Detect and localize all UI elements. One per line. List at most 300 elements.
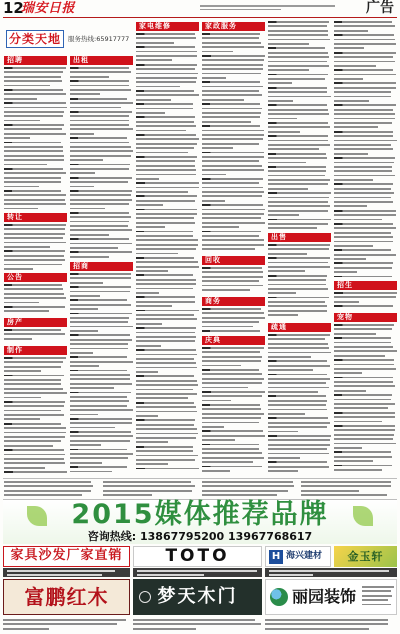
text-line [136, 463, 168, 465]
text-line [136, 103, 193, 105]
address-text-line-group [133, 619, 262, 630]
classifieds-title: 分类天地 [6, 30, 64, 48]
text-line [334, 188, 391, 190]
text-line [334, 74, 396, 76]
classified-ad [202, 231, 265, 250]
text-line [70, 133, 94, 135]
text-line [70, 383, 132, 385]
text-line [334, 276, 392, 278]
classified-ad [136, 103, 199, 114]
text-line [4, 284, 62, 286]
text-line [268, 188, 308, 190]
ads-block [334, 292, 397, 312]
section-header-business: 商务 [202, 297, 265, 306]
text-line [70, 422, 132, 424]
classified-ad [334, 465, 397, 471]
text-line [268, 334, 330, 336]
classified-ad [334, 337, 397, 356]
text-line [202, 244, 264, 246]
text-line [136, 152, 188, 154]
text-line [202, 430, 263, 432]
lost-notice [202, 481, 296, 498]
text-line [103, 494, 152, 496]
text-line [268, 439, 330, 441]
text-line [268, 343, 328, 345]
text-line [268, 338, 325, 340]
text-line [334, 104, 396, 106]
text-line [4, 159, 64, 161]
text-line [268, 56, 329, 58]
ads-block [268, 244, 331, 322]
text-line [268, 374, 327, 376]
text-line [202, 112, 261, 114]
text-line [362, 590, 391, 592]
text-line [268, 365, 330, 367]
text-line [202, 81, 260, 83]
section-header-recruit: 招聘 [4, 56, 67, 65]
ads-block [70, 273, 133, 476]
text-line [136, 235, 193, 237]
text-line [4, 133, 66, 135]
text-line [4, 471, 67, 473]
text-line [268, 305, 327, 307]
text-line [136, 55, 197, 57]
text-line [268, 360, 327, 362]
text-line [202, 138, 263, 140]
text-line [70, 128, 133, 130]
text-line [268, 310, 327, 312]
text-line [136, 222, 195, 224]
text-line [202, 387, 248, 389]
text-line [4, 242, 66, 244]
classified-ad [136, 90, 199, 101]
text-line [4, 259, 65, 261]
section-label: 广告 [366, 0, 394, 16]
text-line [70, 238, 129, 240]
text-line [70, 251, 132, 253]
classifieds-column-2 [70, 55, 133, 476]
classified-ad [268, 153, 331, 164]
toto-ad: TOTO [133, 546, 262, 567]
text-line [70, 243, 132, 245]
text-line [334, 416, 395, 418]
text-line [202, 426, 224, 428]
text-line [70, 247, 118, 249]
text-line [202, 125, 260, 127]
classified-ad [70, 80, 133, 95]
text-line [334, 236, 393, 238]
text-line [202, 191, 264, 193]
ads-block [268, 21, 331, 232]
text-line [136, 116, 195, 118]
text-line [268, 25, 327, 27]
text-line [334, 82, 396, 84]
text-line [136, 371, 158, 373]
classified-ad [136, 468, 199, 470]
text-line [136, 178, 159, 180]
address-text-line-group [7, 570, 126, 576]
text-line [202, 59, 264, 61]
text-line [70, 142, 129, 144]
text-line [136, 367, 197, 369]
ads-block [202, 308, 265, 335]
fupeng-ad: 富鹏红木 [3, 579, 130, 615]
text-line [334, 153, 368, 155]
text-line [268, 448, 327, 450]
text-line [136, 358, 194, 360]
text-line [4, 89, 63, 91]
classified-ad [70, 212, 133, 236]
text-line [136, 274, 193, 276]
ads-block [202, 347, 265, 476]
text-line [268, 91, 327, 93]
brand-banner [3, 500, 397, 544]
masthead: 瑞安日报 [21, 1, 76, 16]
text-line [136, 174, 196, 176]
text-line [334, 135, 393, 137]
text-line [334, 434, 394, 436]
classified-ad [70, 177, 133, 188]
text-line [202, 46, 264, 48]
text-line [136, 147, 194, 149]
text-line [136, 64, 197, 66]
text-line [334, 47, 364, 49]
text-line [70, 457, 128, 459]
text-line [4, 264, 62, 266]
text-line [136, 182, 199, 184]
text-line [202, 33, 260, 35]
text-line [268, 453, 329, 455]
text-line [334, 109, 393, 111]
text-line [4, 329, 61, 331]
text-line [136, 380, 197, 382]
text-line [70, 343, 128, 345]
text-line [70, 168, 129, 170]
text-line [136, 406, 196, 408]
text-line [268, 175, 325, 177]
ads-block [4, 329, 67, 345]
text-line [202, 174, 226, 176]
text-line [70, 216, 131, 218]
text-line [334, 342, 391, 344]
text-line [202, 37, 259, 39]
text-line [202, 152, 264, 154]
text-line [334, 126, 378, 128]
text-line [268, 417, 328, 419]
text-line [334, 205, 367, 207]
text-line [70, 435, 133, 437]
text-line [4, 186, 39, 188]
classified-ad [268, 122, 331, 133]
text-line [4, 115, 63, 117]
classified-ad [70, 356, 133, 367]
classified-ad [202, 103, 265, 122]
classified-ad [4, 124, 67, 139]
text-line [136, 169, 196, 171]
text-line [136, 270, 168, 272]
classified-ad [70, 164, 133, 175]
text-line [268, 422, 330, 424]
text-line [362, 604, 391, 606]
text-line [268, 466, 329, 468]
text-line [70, 186, 94, 188]
text-line [3, 619, 126, 621]
classified-ad [334, 451, 397, 462]
text-line [4, 302, 39, 304]
text-line [334, 210, 396, 212]
text-line [268, 34, 328, 36]
text-line [202, 326, 253, 328]
text-line [70, 462, 102, 464]
text-line [268, 279, 326, 281]
text-line [268, 140, 328, 142]
section-header-transfer: 转让 [4, 213, 67, 222]
text-line [136, 332, 195, 334]
text-line [70, 299, 127, 301]
classified-ad [334, 262, 397, 273]
text-line [202, 448, 259, 450]
section-header-for-sale: 出售 [268, 233, 331, 242]
text-line [136, 125, 196, 127]
text-line [70, 348, 128, 350]
text-line [268, 288, 328, 290]
text-line [334, 271, 357, 273]
text-line [334, 223, 393, 225]
text-line [268, 253, 307, 255]
text-line [4, 306, 65, 308]
classified-ad [136, 209, 199, 228]
text-line [202, 239, 264, 241]
text-line [4, 98, 37, 100]
classified-ad [136, 116, 199, 131]
text-line [136, 165, 195, 167]
text-line [334, 249, 391, 251]
classified-ad [136, 64, 199, 88]
text-line [70, 80, 129, 82]
text-line [202, 169, 264, 171]
text-line [4, 401, 65, 403]
text-line [334, 25, 395, 27]
text-line [4, 71, 63, 73]
classified-ad [334, 359, 397, 374]
classified-ad [4, 306, 67, 312]
text-line [334, 162, 394, 164]
text-line [202, 68, 263, 70]
text-line [268, 52, 328, 54]
text-line [334, 385, 395, 387]
text-line [334, 381, 393, 383]
text-line [70, 471, 112, 473]
text-line [136, 81, 196, 83]
text-line [136, 51, 197, 53]
ad-text-line-group [362, 604, 394, 606]
classified-ad [4, 190, 67, 209]
text-line [268, 369, 313, 371]
text-line [334, 122, 392, 124]
text-line [4, 436, 65, 438]
text-line [334, 232, 391, 234]
text-line [202, 435, 265, 437]
text-line [301, 481, 391, 483]
text-line [70, 414, 98, 416]
text-line [268, 387, 329, 389]
text-line [136, 244, 198, 246]
text-line [362, 586, 394, 588]
classified-ad [4, 89, 67, 100]
text-line [268, 400, 327, 402]
text-line [202, 90, 259, 92]
text-line [268, 431, 298, 433]
text-line [202, 213, 264, 215]
text-line [70, 365, 99, 367]
ads-block [70, 67, 133, 261]
text-line [70, 203, 129, 205]
text-line [334, 219, 382, 221]
text-line [136, 327, 196, 329]
text-line [202, 160, 259, 162]
ads-block [4, 357, 67, 476]
mengtian-name: 梦天木门 [157, 586, 238, 607]
text-line [334, 267, 392, 269]
classified-ad [268, 334, 331, 358]
text-line [334, 166, 392, 168]
text-line [268, 30, 328, 32]
text-line [136, 349, 196, 351]
text-line [268, 148, 319, 150]
text-line [202, 391, 265, 393]
text-line [202, 413, 264, 415]
section-header-enrollment: 招生 [334, 281, 397, 290]
text-line [137, 570, 257, 572]
text-line [268, 166, 326, 168]
text-line [268, 262, 328, 264]
text-line [268, 413, 305, 415]
text-line [136, 310, 199, 312]
text-line [136, 340, 195, 342]
text-line [334, 96, 391, 98]
text-line [136, 204, 163, 206]
text-line [4, 418, 40, 420]
haixing-logo-icon: H [269, 550, 283, 564]
classified-ad [136, 156, 199, 180]
classified-ad [334, 21, 397, 32]
text-line [70, 89, 131, 91]
classified-ad [268, 192, 331, 216]
section-header-investment: 招商 [70, 262, 133, 271]
text-line [4, 366, 61, 368]
text-line [70, 225, 128, 227]
text-line [268, 214, 299, 216]
classified-ad [334, 69, 397, 80]
text-line [70, 172, 95, 174]
text-line [4, 310, 49, 312]
text-line [70, 234, 109, 236]
text-line [70, 115, 129, 117]
text-line [70, 313, 132, 315]
classifieds-column-5 [268, 21, 331, 476]
text-line [136, 279, 196, 281]
classifieds-hotline: 服务热线:65917777 [68, 35, 130, 43]
classified-ad [268, 395, 331, 414]
text-line [136, 397, 188, 399]
liyuan-address [265, 617, 397, 631]
text-line [334, 179, 373, 181]
text-line [4, 462, 65, 464]
text-line [202, 365, 241, 367]
text-line [4, 85, 50, 87]
classified-ad [136, 182, 199, 193]
classified-ad [334, 305, 397, 307]
text-line [136, 37, 196, 39]
classified-ad [70, 251, 133, 257]
haixing-ad [265, 546, 331, 567]
text-line [334, 241, 393, 243]
header-rule [3, 17, 397, 18]
classified-ad [202, 430, 265, 441]
dateline-text [200, 9, 281, 11]
text-line [136, 362, 196, 364]
text-line [4, 233, 65, 235]
text-line [70, 409, 133, 411]
text-line [334, 355, 385, 357]
text-line [268, 378, 330, 380]
text-line [202, 444, 259, 446]
text-line [4, 150, 63, 152]
text-line [268, 118, 297, 120]
classified-ad [136, 296, 199, 307]
classified-ad [70, 370, 133, 389]
classified-ad [334, 104, 397, 128]
text-line [4, 445, 53, 447]
text-line [70, 155, 131, 157]
text-line [3, 623, 117, 625]
text-line [70, 374, 130, 376]
text-line [202, 226, 239, 228]
text-line [136, 257, 194, 259]
text-line [136, 209, 197, 211]
text-line [137, 574, 204, 576]
text-line [268, 314, 298, 316]
classified-ad [70, 238, 133, 249]
text-line [70, 67, 129, 69]
text-line [4, 203, 66, 205]
text-line [202, 347, 264, 349]
section-header-production: 制作 [4, 346, 67, 355]
text-line [268, 21, 329, 23]
text-line [136, 248, 196, 250]
text-line [202, 130, 264, 132]
classified-ad [334, 131, 397, 155]
text-line [4, 208, 38, 210]
text-line [202, 369, 259, 371]
text-line [136, 415, 158, 417]
text-line [334, 372, 362, 374]
text-line [4, 297, 66, 299]
dateline-text [200, 5, 335, 7]
text-line [301, 485, 391, 487]
text-line [334, 456, 392, 458]
text-line [4, 361, 63, 363]
text-line [4, 237, 63, 239]
text-line [7, 570, 115, 572]
text-line [268, 356, 311, 358]
classified-ad [136, 134, 199, 153]
text-line [202, 99, 244, 101]
text-line [202, 86, 263, 88]
text-line [70, 321, 128, 323]
text-line [136, 266, 199, 268]
classified-ad [202, 444, 265, 463]
